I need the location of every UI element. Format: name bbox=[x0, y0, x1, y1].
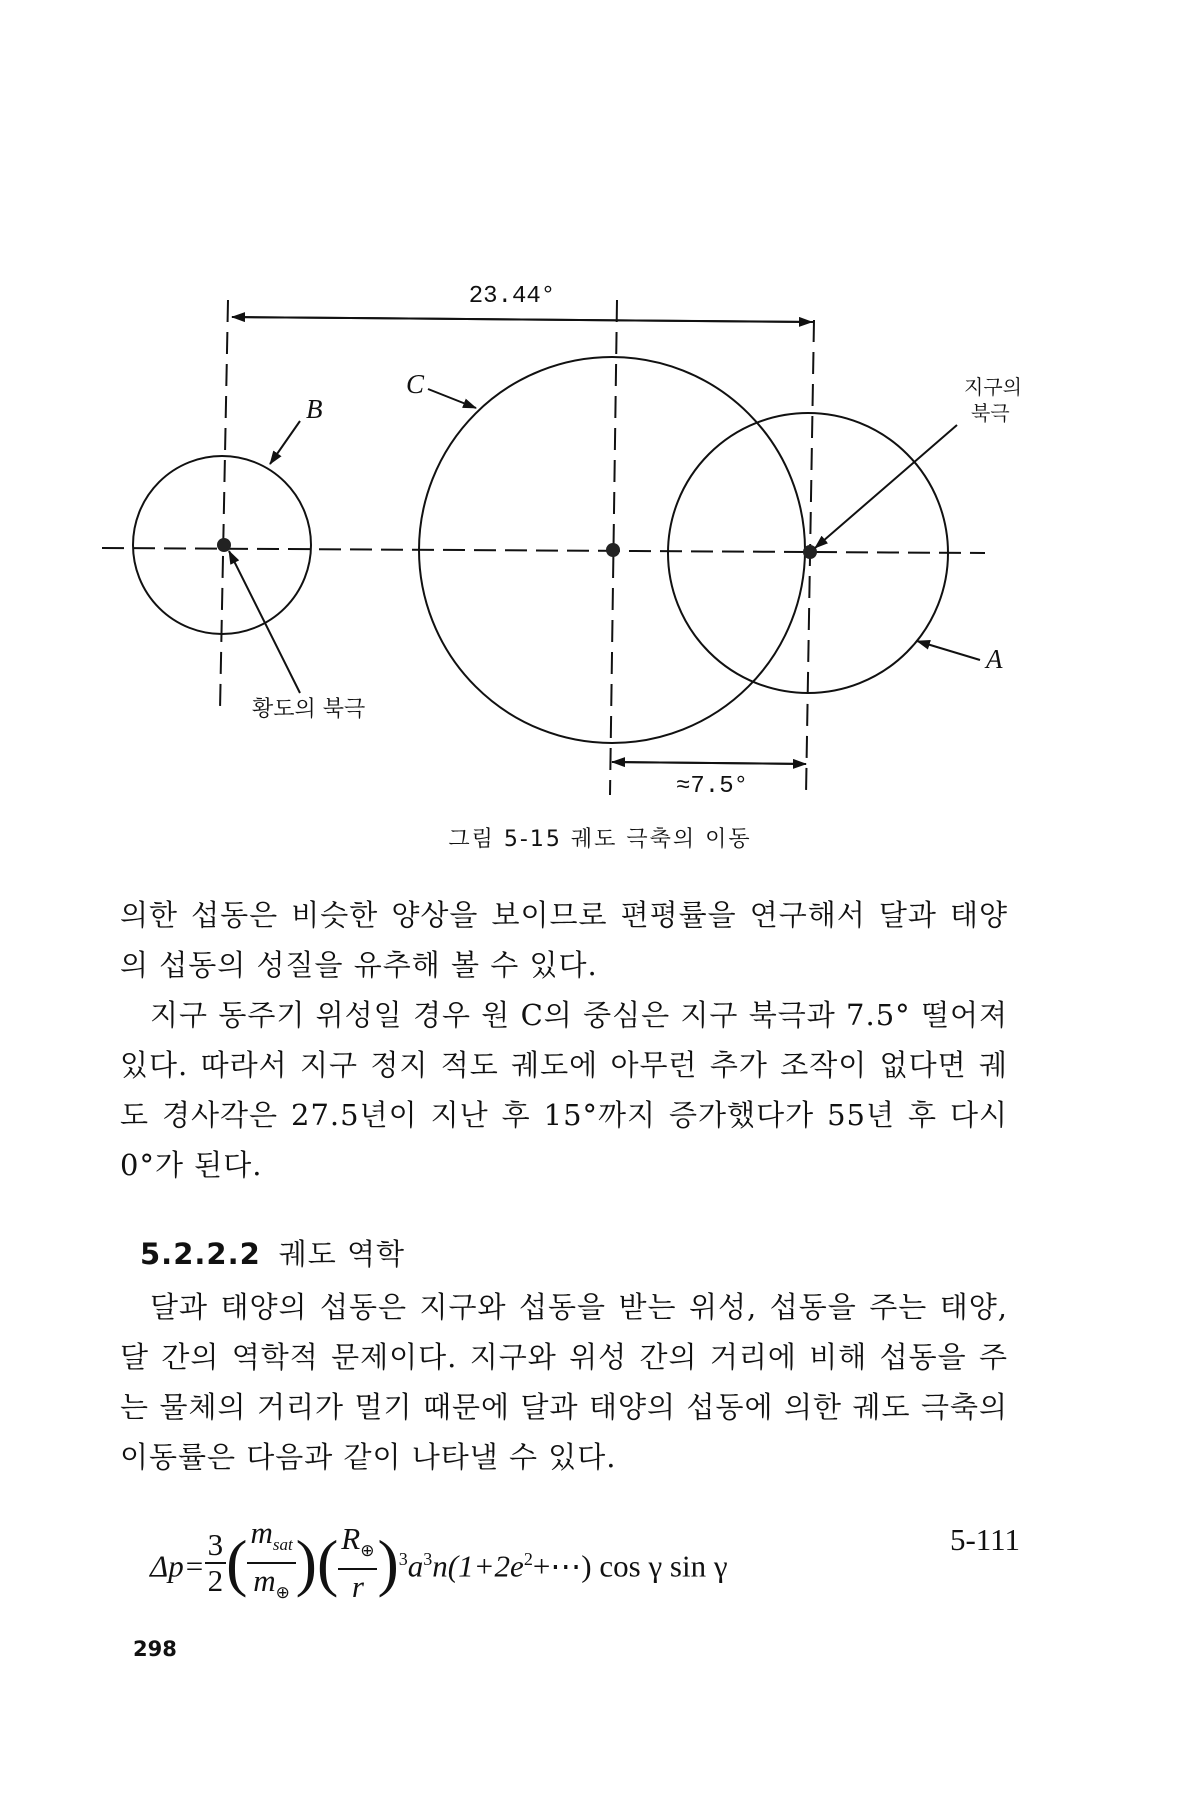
bottom-angle-label: ≈7.5° bbox=[675, 773, 749, 800]
arrow-b bbox=[270, 421, 300, 464]
eq-lhs: Δp= bbox=[150, 1548, 205, 1584]
top-angle-label: 23.44° bbox=[468, 283, 556, 310]
arrow-ecliptic-pole bbox=[229, 551, 300, 693]
paragraph-3: 달과 태양의 섭동은 지구와 섭동을 받는 위성, 섭동을 주는 태양, 달 간의 역학적 문제이다. 지구와 위성 간의 거리에 비해 섭동을 주는 물체의 거리가 멀기 때문에 달과 태양의 섭동에 의한 궤도 극축의 이동률은 다음과 같이 나타낼 수 있다. bbox=[120, 1290, 1008, 1474]
circle-c-center-dot bbox=[606, 543, 620, 557]
label-c: C bbox=[406, 369, 425, 399]
ecliptic-axis-line bbox=[102, 548, 985, 553]
label-a: A bbox=[986, 644, 1003, 674]
figure-caption: 그림 5-15 궤도 극축의 이동 bbox=[448, 827, 752, 852]
eq-fraction-1: $\frac{3}{2}$ bbox=[205, 1528, 227, 1598]
ecliptic-pole-dot bbox=[217, 538, 231, 552]
equation-5-111 bbox=[150, 1500, 1020, 1605]
ecliptic-pole-label: 황도의 북극 bbox=[252, 697, 366, 722]
arrow-c bbox=[428, 389, 476, 408]
paragraph-1: 의한 섭동은 비슷한 양상을 보이므로 편평률을 연구해서 달과 태양의 섭동의 성질을 유추해 볼 수 있다. bbox=[120, 898, 1008, 982]
equation-number: 5-111 bbox=[949, 1522, 1020, 1557]
arrow-earth-pole bbox=[815, 425, 957, 548]
earth-pole-label-line1: 지구의 bbox=[964, 375, 1022, 399]
earth-pole-label-line2: 북극 bbox=[971, 401, 1010, 425]
section-title: 궤도 역학 bbox=[278, 1237, 406, 1271]
label-b: B bbox=[306, 394, 323, 424]
section-number: 5.2.2.2 bbox=[140, 1237, 261, 1271]
paragraph-2: 지구 동주기 위성일 경우 원 C의 중심은 지구 북극과 7.5° 떨어져 있다. 따라서 지구 정지 적도 궤도에 아무런 추가 조작이 없다면 궤도 경사각은 27.5년이 지난 후 15°까지 증가했다가 55년 후 다시 0°가 된다. bbox=[120, 998, 1008, 1182]
equation-body: Δp= $\frac{3}{2}$ ( $\frac{m_{sat}}{m_\oplus}$ )( $\frac{R_\oplus}{r}$ )$^3a^3n(1+2e^2+\cdots)$ cos γ sin γ bbox=[150, 1522, 728, 1616]
eq-fraction-2: $\frac{m_{sat}}{m_\oplus}$ bbox=[247, 1516, 295, 1610]
section-heading bbox=[140, 1232, 405, 1273]
eq-fraction-3: $\frac{R_\oplus}{r}$ bbox=[338, 1522, 377, 1604]
page-number: 298 bbox=[133, 1637, 177, 1661]
arrow-a bbox=[917, 641, 980, 660]
vertical-line-b bbox=[220, 300, 228, 710]
